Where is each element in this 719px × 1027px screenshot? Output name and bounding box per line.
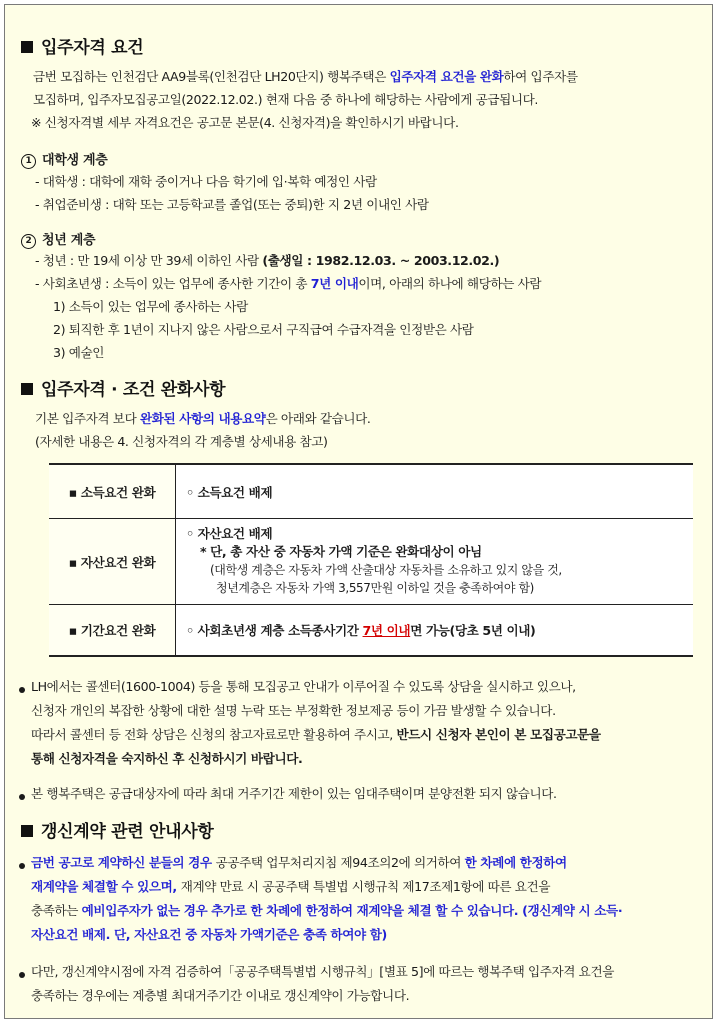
relaxation-intro-line2: (자세한 내용은 4. 신청자격의 각 계층별 상세내용 참고) <box>35 434 328 449</box>
group-university-line1: - 대학생 : 대학에 재학 중이거나 다음 학기에 입·복학 예정인 사람 <box>35 174 377 189</box>
relaxation-intro-line1: 기본 입주자격 보다 완화된 사항의 내용요약은 아래와 같습니다. <box>35 411 371 426</box>
renewal-line3: 충족하는 예비입주자가 없는 경우 추가로 한 차례에 한정하여 재계약을 체결 할 수 있습니다. (갱신계약 시 소득· <box>31 903 623 918</box>
group-youth-item2: 2) 퇴직한 후 1년이 지나지 않은 사람으로서 구직급여 수급자격을 인정받은 사람 <box>53 322 474 337</box>
renewal-line2: 재계약을 체결할 수 있으며, 재계약 만료 시 공공주택 특별법 시행규칙 제17조제1항에 따른 요건을 <box>31 879 551 894</box>
renewal-line1: 금번 공고로 계약하신 분들의 경우 공공주택 업무처리지침 제94조의2에 의거하여 한 차례에 한정하여 <box>31 855 567 870</box>
section-eligibility-heading: 입주자격 요건 <box>21 33 143 58</box>
table-row <box>49 604 693 656</box>
renewal-line4: 자산요건 배제. 단, 자산요건 중 자동차 가액기준은 충족 하여야 함) <box>31 927 387 942</box>
section-relaxation-heading: 입주자격 · 조건 완화사항 <box>21 375 225 400</box>
relaxation-table <box>49 463 693 657</box>
eligibility-note: ※ 신청자격별 세부 자격요건은 공고문 본문(4. 신청자격)을 확인하시기 바랍니다. <box>31 115 459 130</box>
table-row <box>49 518 693 604</box>
square-bullet-icon <box>21 825 33 837</box>
residence-limit-note: 본 행복주택은 공급대상자에 따라 최대 거주기간 제한이 있는 임대주택이며 분양전환 되지 않습니다. <box>31 786 557 801</box>
row-label: ▪ 기간요건 완화 <box>49 604 176 656</box>
row-label: ▪ 자산요건 완화 <box>49 518 176 604</box>
table-row <box>49 464 693 518</box>
square-bullet-icon <box>21 383 33 395</box>
square-bullet-icon <box>21 41 33 53</box>
bullet-dot-icon <box>19 972 25 978</box>
group-youth-heading: 2 청년 계층 <box>21 229 95 249</box>
row-value: ◦ 소득요건 배제 <box>186 484 273 500</box>
renewal-verify-line2: 충족하는 경우에는 계층별 최대거주기간 이내로 갱신계약이 가능합니다. <box>31 988 410 1003</box>
group-youth-line2: - 사회초년생 : 소득이 있는 업무에 종사한 기간이 총 7년 이내이며, 아래의 하나에 해당하는 사람 <box>35 276 542 291</box>
bullet-dot-icon <box>19 794 25 800</box>
group-university-line2: - 취업준비생 : 대학 또는 고등학교를 졸업(또는 중퇴)한 지 2년 이내인 사람 <box>35 197 429 212</box>
section-renewal-heading: 갱신계약 관련 안내사항 <box>21 817 213 842</box>
row-value: ◦ 사회초년생 계층 소득종사기간 7년 이내면 가능(당초 5년 이내) <box>176 604 694 656</box>
row-value: ◦ 자산요건 배제 * 단, 총 자산 중 자동차 가액 기준은 완화대상이 아님 (대학생 계층은 자동차 가액 산출대상 자동차를 소유하고 있지 않을 것, 청년계층은 자동차 가액 3,557만원 이하일 것을 충족하여야 함) <box>176 518 694 604</box>
eligibility-intro-line1: 금번 모집하는 인천검단 AA9블록(인천검단 LH20단지) 행복주택은 입주자격 요건을 완화하여 입주자를 <box>33 69 578 84</box>
bullet-dot-icon <box>19 863 25 869</box>
callcenter-line2: 신청자 개인의 복잡한 상황에 대한 설명 누락 또는 부정확한 정보제공 등이 가끔 발생할 수 있습니다. <box>31 703 556 718</box>
group-youth-item1: 1) 소득이 있는 업무에 종사하는 사람 <box>53 299 248 314</box>
circled-number-icon: 2 <box>21 234 36 249</box>
callcenter-line3: 따라서 콜센터 등 전화 상담은 신청의 참고자료로만 활용하여 주시고, 반드시 신청자 본인이 본 모집공고문을 <box>31 727 601 742</box>
callcenter-line1: LH에서는 콜센터(1600-1004) 등을 통해 모집공고 안내가 이루어질 수 있도록 상담을 실시하고 있으나, <box>31 679 576 694</box>
group-youth-item3: 3) 예술인 <box>53 345 105 360</box>
renewal-verify-line1: 다만, 갱신계약시점에 자격 검증하여「공공주택특별법 시행규칙」[별표 5]에 따르는 행복주택 입주자격 요건을 <box>31 964 614 979</box>
eligibility-intro-line2: 모집하며, 입주자모집공고일(2022.12.02.) 현재 다음 중 하나에 해당하는 사람에게 공급됩니다. <box>33 92 539 107</box>
notice-page <box>4 4 713 1019</box>
bullet-dot-icon <box>19 687 25 693</box>
group-university-heading: 1 대학생 계층 <box>21 149 108 169</box>
group-youth-line1: - 청년 : 만 19세 이상 만 39세 이하인 사람 (출생일 : 1982.12.03. ~ 2003.12.02.) <box>35 253 500 268</box>
circled-number-icon: 1 <box>21 154 36 169</box>
callcenter-line4: 통해 신청자격을 숙지하신 후 신청하시기 바랍니다. <box>31 751 303 766</box>
row-label: ▪ 소득요건 완화 <box>49 464 176 518</box>
